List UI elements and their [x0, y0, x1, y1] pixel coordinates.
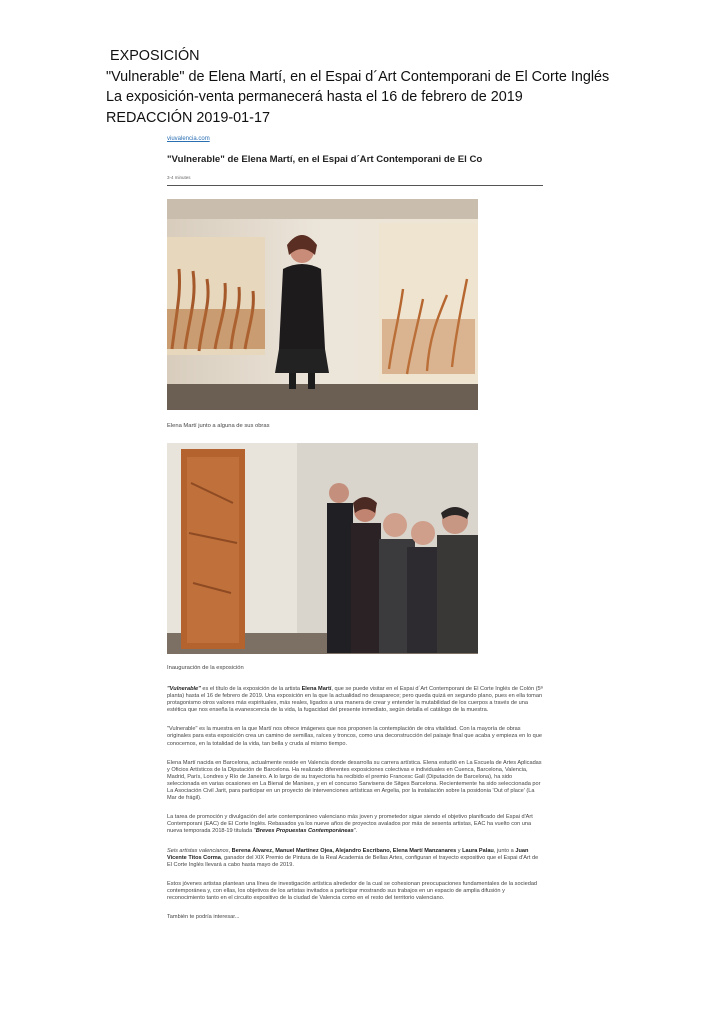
paragraph-6: Estos jóvenes artistas plantean una línea de investigación artística alrededor de la cual se cohesionan preocupaciones fundamentales de la sociedad contemporánea y, con ellas, los objetivos de los artistas invitados a participar mostrando sus trabajos en un espacio de amplia difusión y reconocimiento tanto en el circuito expositivo de la ciudad de Valencia como en el resto del territorio valenciano. — [167, 880, 538, 901]
subheadline: La exposición-venta permanecerá hasta el 16 de febrero de 2019 — [106, 89, 523, 105]
article-body — [167, 686, 543, 933]
photo-inauguration-illustration — [167, 443, 478, 654]
artist-laura: Laura Palau — [462, 847, 494, 854]
paragraph-5-sep-c: , junto a — [493, 847, 516, 854]
related-link[interactable]: También te podría interesar... — [167, 914, 240, 921]
paragraph-5-sep-a: , — [228, 847, 232, 854]
season-title: Breves Propuestas Contemporáneas — [255, 828, 354, 835]
reading-time: 3-4 minutes — [167, 175, 191, 180]
paragraph-4-text-a: La tarea de promoción y divulgación del arte contemporáneo valenciano más joven y prometedor sigue siendo el objetivo planificado del Espai d'Art Contemporani (EAC) de El Corte Inglés. Rebasados ya los nueve años de proyectos avalados por más de sesenta artistas, EAC ha vuelto con una nueva temporada 2018-19 titulada " — [167, 814, 533, 835]
emphasis-six-artists: Seis artistas valencianos — [167, 847, 229, 854]
paragraph-5 — [167, 848, 543, 869]
paragraph-1 — [167, 686, 543, 714]
paragraph-1-text-b: , que se puede visitar en el Espai d´Art Contemporani de El Corte Inglés de Colón (5ª planta) hasta el 16 de febrero de 2019. Una exposición en la que la actualidad no desaparece; pero queda quizá en segundo plano, pues en ella toman protagonismo otros valores más espirituales, más reales, ligados a una manera de crear y entender la mutabilidad de los cuerpos a través de una estética que nos enseña la evanescencia de la vida, la fugacidad del presente inmediato, según detalla el catálogo de la muestra. — [167, 686, 543, 714]
paragraph-4-text-b: ". — [353, 828, 358, 835]
photo-caption-2: Inauguración de la exposición — [167, 665, 244, 671]
photo-artist-with-works — [167, 199, 478, 410]
photo-inauguration — [167, 443, 478, 654]
paragraph-3: Elena Martí nacida en Barcelona, actualmente reside en Valencia donde desarrolla su carrera artística. Elena estudió en La Escuela de Artes Aplicadas y Oficios Artísticos de la Diputación de Barcelona. Ha realizado diferentes exposiciones colectivas e individuales en Cuenca, Barcelona, Valencia, Madrid, París, Londres y Río de Janeiro. A lo largo de su trayectoria ha recibido el premio Francesc Galí (Diputación de Barcelona), ha sido seleccionada en varias ocasiones en La Bienal de Manises, y en el concurso Sanvisens de Sitges Barcelona. Recientemente ha sido seleccionada por La Asociación Civil Jarit, para participar en un proyecto de intervenciones artísticas en Argelia, por la instalación sobre la posidonia 'Out of place' (La Mar de frágil). — [167, 759, 542, 802]
article-title: "Vulnerable" de Elena Martí, en el Espai d´Art Contemporani de El Co — [167, 154, 483, 165]
source-link[interactable]: viuvalencia.com — [167, 136, 210, 142]
artist-juan: Juan Vicente Titos Corma — [167, 847, 529, 861]
artist-name: Elena Martí — [301, 686, 332, 692]
headline: "Vulnerable" de Elena Martí, en el Espai d´Art Contemporani de El Corte Inglés — [106, 68, 610, 85]
title-divider — [167, 185, 543, 186]
paragraph-1-text-a: es el título de la exposición de la artista — [200, 686, 302, 692]
paragraph-4 — [167, 814, 543, 835]
emphasis-vulnerable: "Vulnerable" — [167, 686, 201, 692]
artist-names: Berena Álvarez, Manuel Martínez Ojea, Alejandro Escribano, Elena Martí Manzanares — [231, 847, 457, 854]
byline-date: REDACCIÓN 2019-01-17 — [106, 109, 270, 126]
section-label: EXPOSICIÓN — [110, 48, 200, 64]
photo-caption-1: Elena Martí junto a alguna de sus obras — [167, 423, 270, 429]
article-clipping — [167, 136, 545, 186]
paragraph-5-sep-b: y — [456, 847, 463, 854]
photo-artist-illustration — [167, 199, 478, 410]
paragraph-2: "Vulnerable" es la muestra en la que Martí nos ofrece imágenes que nos proponen la contemplación de otra vitalidad. Con la mayoría de obras originales para esta exposición crea un camino de semillas, raíces y troncos, como una deconstrucción del paisaje final que acaba y empieza en lo que conocemos, en la totalidad de la vida, tan bella y cruda al mismo tiempo. — [167, 726, 542, 747]
paragraph-5-text-d: , ganador del XIX Premio de Pintura de la Real Academia de Bellas Artes, configuran el trayecto expositivo que el Espai d'Art de El Corte Inglés llevará a cabo hasta mayo de 2019. — [167, 854, 539, 868]
document-header — [106, 46, 706, 128]
